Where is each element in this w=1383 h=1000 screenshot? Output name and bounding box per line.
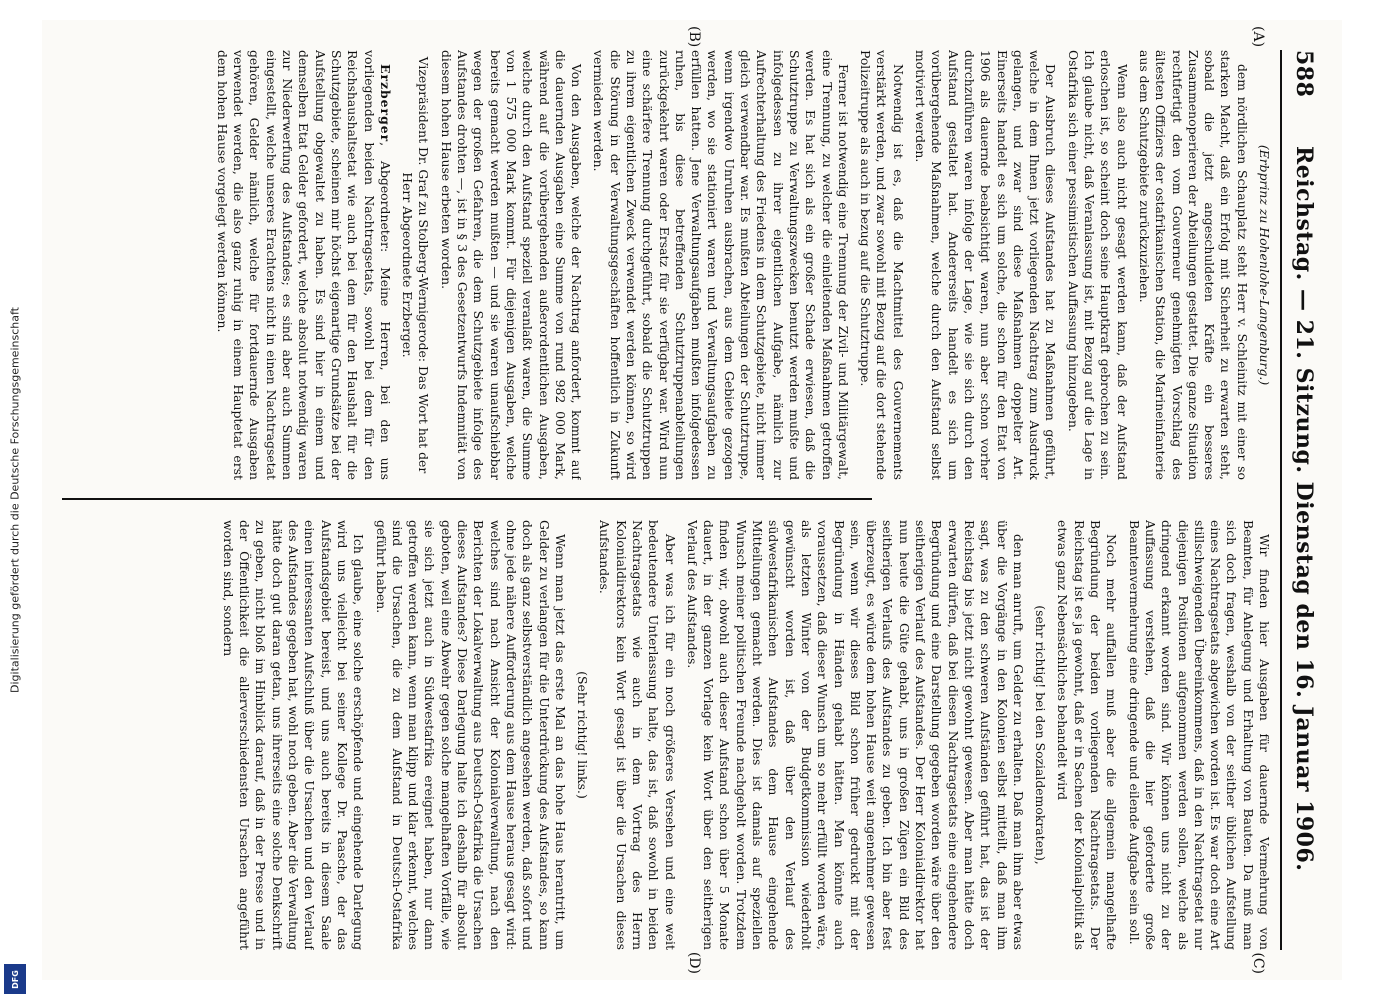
column-divider xyxy=(62,498,872,500)
header-rule xyxy=(1280,50,1282,950)
margin-marker-c: (C) xyxy=(1249,952,1266,974)
left-column xyxy=(62,50,1272,480)
margin-marker-a: (A) xyxy=(1249,26,1266,48)
vice-president-line: Vizepräsident Dr. Graf zu Stolberg-Wernigerode: Das Wort hat der Herr Abgeordnete Erzberger. xyxy=(399,56,431,474)
paragraph: dem nördlichen Schauplatz steht Herr v. Schleinitz mit einer so starken Macht, daß ein Erfolg mit Sicherheit zu erwarten steht, sobald die jetzt angeschuldeten Kräfte ein besseres Zusammenoperieren der Abteilungen gestattet. Die ganze Situation rechtfertigt den vom Gouverneur genehmigten Vorschlag des ältesten Offiziers der ostafrikanischen Station, die Marineinfanterie aus dem Schutzgebiete zurückzuziehen. xyxy=(1136,50,1250,480)
digitization-credit xyxy=(0,0,30,1000)
speaker-name: Erzberger xyxy=(377,64,393,143)
right-column xyxy=(62,520,1272,950)
document-page xyxy=(42,20,1342,980)
page-header xyxy=(1284,50,1324,950)
speech-paragraph xyxy=(213,50,392,480)
paragraph: Ferner ist notwendig eine Trennung der Zivil- und Militärgewalt, eine Trennung, zu welcher die einleitenden Maßnahmen getroffen werden. Es hat sich als ein großer Schade erwiesen, daß die Schutztruppe zu Verwaltungszwecken benutzt werden mußte und infolgedessen zu ihrer eigentlichen Aufgabe, nämlich zur Aufrechterhaltung des Friedens in dem Schutzgebiete, nicht immer gleich verwendbar war. Es mußten Abteilungen der Schutztruppe, wenn irgendwo Unruhen ausbrachen, aus dem Gebiete gezogen werden, wo sie stationiert waren und Verwaltungsaufgaben zu erfüllen hatten. Jene Verwaltungsaufgaben mußten infolgedessen ruhen, bis diese betreffenden Schutztruppenabteilungen zurückgekehrt waren oder Ersatz für sie verfügbar war. Wird nun eine schärfere Trennung durchgeführt, sobald die Schutztruppen zu ihrem eigentlichen Zweck verwendet werden können, so wird die Störung in der Verwaltungsgeschäften hoffentlich in Zukunft vermieden werden. xyxy=(590,50,851,480)
paragraph: Von den Ausgaben, welche der Nachtrag anfordert, kommt auf die dauernden Ausgaben eine Summe von rund 982 000 Mark, während auf die vorübergehenden außerordentlichen Ausgaben, welche durch den Aufstand speziell veranlaßt waren, die Summe von 1 575 000 Mark kommt. Für diejenigen Ausgaben, welche bereits gemacht werden mußten — und sie waren unaufschiebbar wegen der großen Gefahren, die dem Schutzgebiete infolge des Aufstandes drohten —, ist in § 3 des Gesetzentwurfs Indemnität von diesem hohen Hause erbeten worden. xyxy=(438,50,584,480)
interjection: (Sehr richtig! links.) xyxy=(574,671,590,799)
page-title: Reichstag. — 21. Sitzung. Dienstag den 16. Januar 1906. xyxy=(1290,145,1317,872)
dfg-logo xyxy=(4,964,26,994)
paragraph: Wenn also auch nicht gesagt werden kann, daß der Aufstand erloschen ist, so scheint doch seine Hauptkraft gebrochen zu sein. Ich glaube nicht, daß Veranlassung ist, mit Bezug auf die Lage in Ostafrika sich einer pessimistischen Auffassung hinzugeben. xyxy=(1065,50,1130,480)
paragraph: Wenn man jetzt das erste Mal an das hohe Haus herantritt, um Gelder zu verlangen für die Unterdrückung des Aufstandes, so kann doch als ganz selbstverständlich angesehen werden, daß sofort und ohne jede nähere Aufforderung aus dem Hause heraus gesagt wird: welches sind nach Ansicht der Kolonialverwaltung, nach den Berichten der Lokalverwaltung aus Deutsch-Ostafrika die Ursachen dieses Aufstandes? Diese Darlegung halte ich deshalb für absolut geboten, weil eine Abwehr gegen solche mangelhaften Vorfälle, wie sie sich jetzt auch in Südwestafrika ereignet haben, nur dann getroffen werden kann, wenn man klipp und klar erkennt, welches sind die Ursachen, die zu dem Aufstand in Deutsch-Ostafrika geführt haben. xyxy=(373,520,568,950)
paragraph: Ich glaube, eine solche erschöpfende und eingehende Darlegung wird uns vielleicht bei seiner Kollege Dr. Paasche, der das Aufstandsgebiet bereist, und uns auch bereits in diesem Saale einen interessanten Aufschluß über die Ursachen und den Verlauf des Aufstandes gegeben hat, wohl noch geben. Aber die Verwaltung hätte doch gut daran getan, uns ihrerseits eine solche Denkschrift zu geben, nicht bloß im Hinblick darauf, daß in der Presse und in der Öffentlichkeit die allerverschiedensten Ursachen angeführt worden sind, sondern xyxy=(220,520,366,950)
paragraph: Wir finden hier Ausgaben für dauernde Vermehrung von Beamten, für Anlegung und Erhaltung von Bauten. Da muß man sich doch fragen, weshalb von der seither üblichen Aufstellung eines Nachtragsetats abgewichen worden ist. Es war doch eine Art stillschweigenden Übereinkommens, daß in den Nachtragsetat nur diejenigen Positionen aufgenommen werden sollen, welche als dringend erkannt worden sind. Wir können uns nicht zu der Auffassung verstehen, daß die hier geforderte große Beamtenvermehrung eine dringende und eilende Aufgabe sein soll. xyxy=(1126,520,1272,950)
speaker-subhead: (Erbprinz zu Hohenlohe-Langenburg.) xyxy=(1256,144,1272,386)
paragraph: Aber was ich für ein noch größeres Versehen und eine weit bedeutendere Unterlassung halte, das ist, daß sowohl in beiden Nachtragsetats wie auch in dem Vortrag des Herrn Kolonialdirektors kein Wort gesagt ist über die Ursachen dieses Aufstandes. xyxy=(596,520,678,950)
paragraph: Der Ausbruch dieses Aufstandes hat zu Maßnahmen geführt, welche in dem Ihnen jetzt vorliegenden Nachtrag zum Ausdruck gelangen, und zwar sind diese Maßnahmen doppelter Art. Einerseits handelt es sich um solche, die schon für den Etat von 1906 als dauernde beabsichtigt waren, nun aber schon vorher durchzuführen waren infolge der Lage, wie sie sich durch den Aufstand gestaltet hat. Andererseits handelt es sich um vorübergehende Maßnahmen, welche durch den Aufstand selbst motiviert werden. xyxy=(912,50,1058,480)
dfg-logo-text: DFG xyxy=(10,969,20,989)
margin-marker-b: (B) xyxy=(685,26,702,48)
interjection: (sehr richtig! bei den Sozialdemokraten), xyxy=(1032,605,1048,865)
paragraph: den man anruft, um Gelder zu erhalten. Daß man ihm aber etwas über die Vorgänge in den Kolonien selbst mitteilt, daß man ihm sagt, was zu den schweren Aufständen geführt hat, das ist der Reichstag bis jetzt nicht gewohnt gewesen. Aber man hätte doch erwarten dürfen, daß bei diesen Nachtragsetats eine eingehendere Begründung und eine Darstellung gegeben worden wäre über den seitherigen Verlauf des Aufstandes. Der Herr Kolonialdirektor hat nun heute die Güte gehabt, uns in großen Zügen ein Bild des seitherigen Verlaufs des Aufstandes zu geben. Ich bin aber fest überzeugt, es würde dem hohen Hause weit angenehmer gewesen sein, wenn wir dieses Bild schon früher gedruckt mit der Begründung in Händen gehabt hätten. Man könnte auch voraussetzen, daß dieser Wunsch um so mehr erfüllt worden wäre, als letzten Winter von der Budgetkommission wiederholt gewünscht worden ist, daß über den Verlauf des südwestafrikanischen Aufstandes dem Hause eingehende Mitteilungen gemacht werden. Dies ist damals auf speziellen Wunsch meiner politischen Freunde nachgeholt worden. Trotzdem finden wir, obwohl auch dieser Aufstand schon über 5 Monate dauert, in der ganzen Vorlage kein Wort über den seitherigen Verlauf des Aufstandes. xyxy=(684,520,1026,950)
credit-text: Digitalisierung gefördert durch die Deutsche Forschungsgemeinschaft xyxy=(8,307,22,693)
speech-text: , Abgeordneter: Meine Herren, bei den uns vorliegenden beiden Nachtragsetats, sowohl bei dem für den Reichshaushaltsetat wie auch bei dem für den Haushalt für die Schutzgebiete, scheinen mir höchst eigenartige Grundsätze bei der Aufstellung obgewaltet zu haben. Es sind hier in einem und demselben Etat Gelder gefordert, welche absolut notwendig waren zur Niederwerfung des Aufstandes; es sind aber auch Summen eingestellt, welche unseres Erachtens nicht in einen Nachtragsetat gehören, Gelder nämlich, welche für fortdauernde Ausgaben verwendet werden, die also ganz ruhig in einem Hauptetat erst dem hohen Hause vorgelegt werden können. xyxy=(214,50,393,480)
paragraph: Notwendig ist es, daß die Machtmittel des Gouvernements verstärkt werden, und zwar sowohl mit Bezug auf die dort stehende Polizeitruppe als auch in bezug auf die Schutztruppe. xyxy=(857,50,906,480)
page-number: 588 xyxy=(1290,50,1317,98)
margin-marker-d: (D) xyxy=(685,951,702,974)
paragraph: Noch mehr auffallen muß aber die allgemein mangelhafte Begründung der beiden vorliegenden Nachtragsetats. Der Reichstag ist es ja gewohnt, daß er in Sachen der Kolonialpolitik als etwas ganz Nebensächliches behandelt wird xyxy=(1054,520,1119,950)
